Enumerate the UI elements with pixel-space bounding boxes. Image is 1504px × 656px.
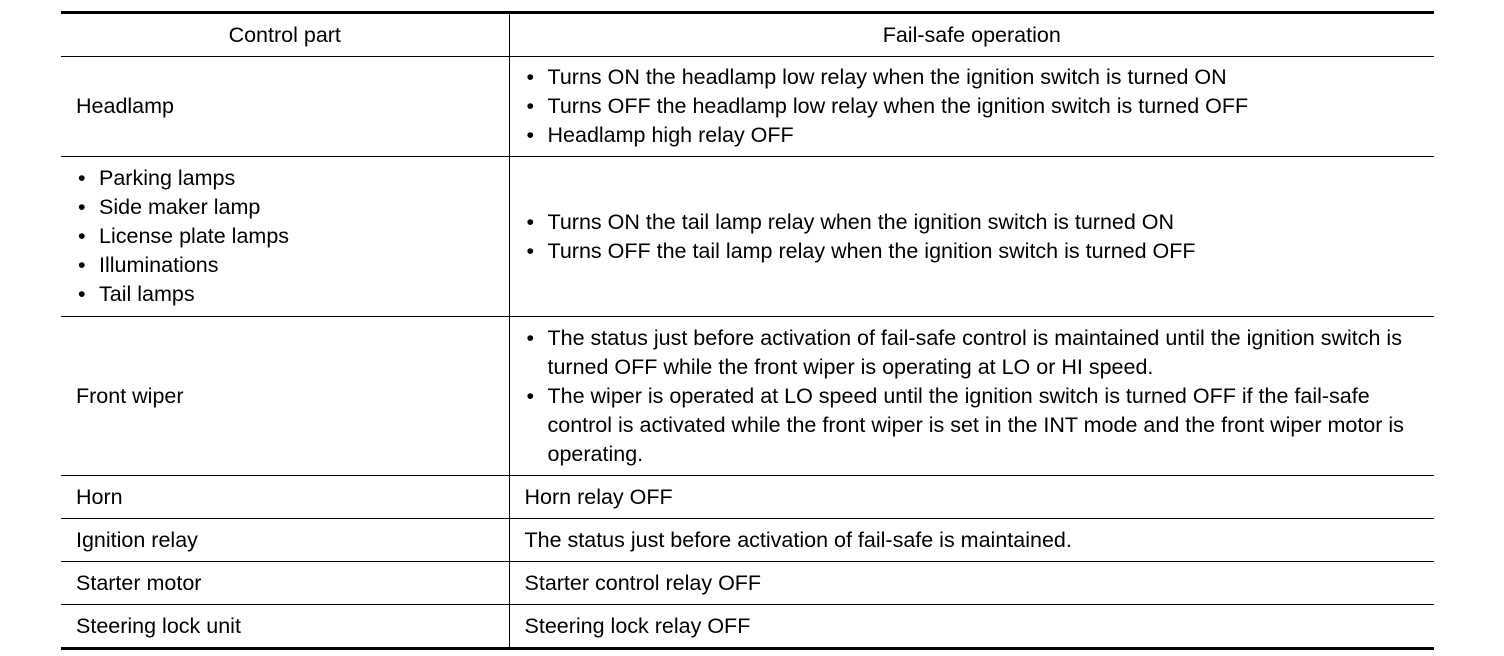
control-part-cell: Horn [61, 476, 509, 519]
operation-list [525, 63, 1423, 150]
operation-cell: The status just before activation of fail-safe is maintained. [509, 519, 1434, 562]
operation-cell [509, 57, 1434, 157]
table-row [61, 317, 1434, 476]
table-row [61, 476, 1434, 519]
table-header-row [61, 13, 1434, 57]
control-part-cell: Starter motor [61, 562, 509, 605]
table-row [61, 519, 1434, 562]
operation-cell: Horn relay OFF [509, 476, 1434, 519]
operation-list [525, 208, 1423, 266]
list-item: • Side maker lamp [76, 193, 497, 222]
list-item: • License plate lamps [76, 222, 497, 251]
list-item: • Turns OFF the tail lamp relay when the ignition switch is turned OFF [525, 237, 1423, 266]
control-part-cell: Ignition relay [61, 519, 509, 562]
list-item: • Turns ON the headlamp low relay when the ignition switch is turned ON [525, 63, 1423, 92]
operation-cell [509, 157, 1434, 317]
table-row [61, 562, 1434, 605]
list-item: • Illuminations [76, 251, 497, 280]
operation-cell: Steering lock relay OFF [509, 605, 1434, 649]
list-item: • The status just before activation of fail-safe control is maintained until the ignition switch is turned OFF while the front wiper is operating at LO or HI speed. [525, 324, 1423, 382]
operation-cell: Starter control relay OFF [509, 562, 1434, 605]
table-row [61, 605, 1434, 649]
list-item: • Parking lamps [76, 164, 497, 193]
list-item: • Turns OFF the headlamp low relay when the ignition switch is turned OFF [525, 92, 1423, 121]
control-part-cell [61, 157, 509, 317]
list-item: • Headlamp high relay OFF [525, 121, 1423, 150]
fail-safe-table [61, 11, 1434, 650]
control-part-cell: Steering lock unit [61, 605, 509, 649]
list-item: • The wiper is operated at LO speed until the ignition switch is turned OFF if the fail-safe control is activated while the front wiper is set in the INT mode and the front wiper motor is operating. [525, 382, 1423, 469]
operation-list [525, 324, 1423, 469]
header-fail-safe-operation: Fail-safe operation [882, 22, 1061, 47]
control-part-cell: Front wiper [61, 317, 509, 476]
control-part-list [76, 164, 497, 309]
control-part-cell: Headlamp [61, 57, 509, 157]
list-item: • Tail lamps [76, 280, 497, 309]
table-row [61, 57, 1434, 157]
header-control-part: Control part [61, 13, 509, 57]
operation-cell [509, 317, 1434, 476]
list-item: • Turns ON the tail lamp relay when the ignition switch is turned ON [525, 208, 1423, 237]
table-row [61, 157, 1434, 317]
